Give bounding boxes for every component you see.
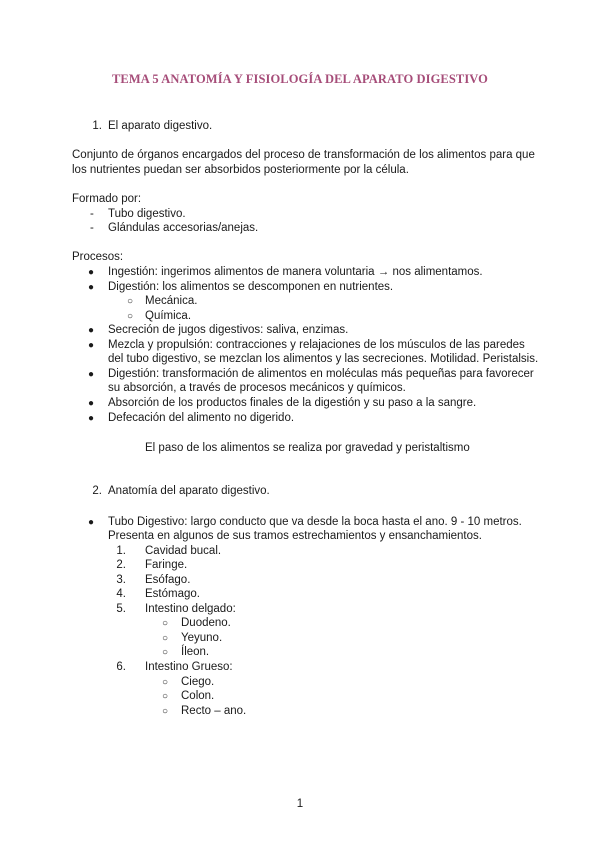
bullet-icon: ● (88, 517, 95, 528)
proceso-line: Ingestión: ingerimos alimentos de manera voluntaria → nos alimentamos. (108, 266, 483, 278)
part-label: Faringe. (145, 559, 188, 571)
part-sub-item: Colon. (181, 690, 215, 702)
part-sub-item: Recto – ano. (181, 705, 247, 717)
part-number: 3. (116, 574, 126, 586)
section-2-heading: Anatomía del aparato digestivo. (108, 485, 270, 497)
part-sub-item: Ciego. (181, 676, 215, 688)
proceso-line: Digestión: transformación de alimentos en moléculas más pequeñas para favorecer (108, 368, 534, 380)
hollow-bullet-icon: ○ (162, 706, 169, 717)
part-label: Intestino Grueso: (145, 661, 233, 673)
part-sub-item: Yeyuno. (181, 632, 223, 644)
formado-item: Tubo digestivo. (108, 208, 186, 220)
proceso-line: Defecación del alimento no digerido. (108, 412, 295, 424)
section-1-number: 1. (92, 120, 102, 132)
proceso-line: del tubo digestivo, se mezclan los alimentos y las secreciones. Motilidad. Peristalsis. (108, 353, 539, 365)
part-label: Cavidad bucal. (145, 545, 222, 557)
hollow-bullet-icon: ○ (162, 633, 169, 644)
bullet-icon: ● (88, 282, 95, 293)
formado-label: Formado por: (72, 193, 142, 205)
part-sub-item: Duodeno. (181, 617, 231, 629)
hollow-bullet-icon: ○ (162, 618, 169, 629)
proceso-sub-item: Química. (145, 310, 192, 322)
part-number: 6. (116, 661, 126, 673)
part-number: 5. (116, 603, 126, 615)
bullet-icon: ● (88, 267, 95, 278)
definition-line-1: Conjunto de órganos encargados del proceso de transformación de los alimentos para que (72, 149, 535, 161)
proceso-sub-item: Mecánica. (145, 295, 198, 307)
dash-bullet: - (90, 222, 94, 234)
tubo-line: Tubo Digestivo: largo conducto que va desde la boca hasta el ano. 9 - 10 metros. (108, 516, 522, 528)
bullet-icon: ● (88, 413, 95, 424)
procesos-label: Procesos: (72, 251, 124, 263)
proceso-line: Mezcla y propulsión: contracciones y relajaciones de los músculos de las paredes (108, 339, 525, 351)
part-label: Intestino delgado: (145, 603, 236, 615)
hollow-bullet-icon: ○ (162, 677, 169, 688)
part-number: 4. (116, 588, 126, 600)
proceso-line: Absorción de los productos finales de la digestión y su paso a la sangre. (108, 397, 477, 409)
section-1-heading: El aparato digestivo. (108, 120, 213, 132)
page-title: TEMA 5 ANATOMÍA Y FISIOLOGÍA DEL APARATO DIGESTIVO (111, 72, 488, 86)
bullet-icon: ● (88, 325, 95, 336)
section-2-number: 2. (92, 485, 102, 497)
hollow-bullet-icon: ○ (162, 691, 169, 702)
bullet-icon: ● (88, 340, 95, 351)
part-sub-item: Íleon. (181, 646, 210, 658)
proceso-line: su absorción, a través de procesos mecánicos y químicos. (108, 382, 406, 394)
hollow-bullet-icon: ○ (127, 311, 134, 322)
hollow-bullet-icon: ○ (162, 647, 169, 658)
part-number: 2. (116, 559, 126, 571)
part-label: Estómago. (145, 588, 200, 600)
part-number: 1. (116, 545, 126, 557)
bullet-icon: ● (88, 398, 95, 409)
proceso-line: Secreción de jugos digestivos: saliva, enzimas. (108, 324, 349, 336)
proceso-line: Digestión: los alimentos se descomponen en nutrientes. (108, 281, 394, 293)
definition-line-2: los nutrientes puedan ser absorbidos posteriormente por la célula. (72, 164, 409, 176)
hollow-bullet-icon: ○ (127, 296, 134, 307)
dash-bullet: - (90, 208, 94, 220)
formado-item: Glándulas accesorias/anejas. (108, 222, 259, 234)
tubo-line: Presenta en algunos de sus tramos estrechamientos y ensanchamientos. (108, 530, 482, 542)
part-label: Esófago. (145, 574, 191, 586)
peristaltismo-note: El paso de los alimentos se realiza por gravedad y peristaltismo (145, 442, 470, 454)
page-number: 1 (296, 798, 304, 810)
bullet-icon: ● (88, 369, 95, 380)
